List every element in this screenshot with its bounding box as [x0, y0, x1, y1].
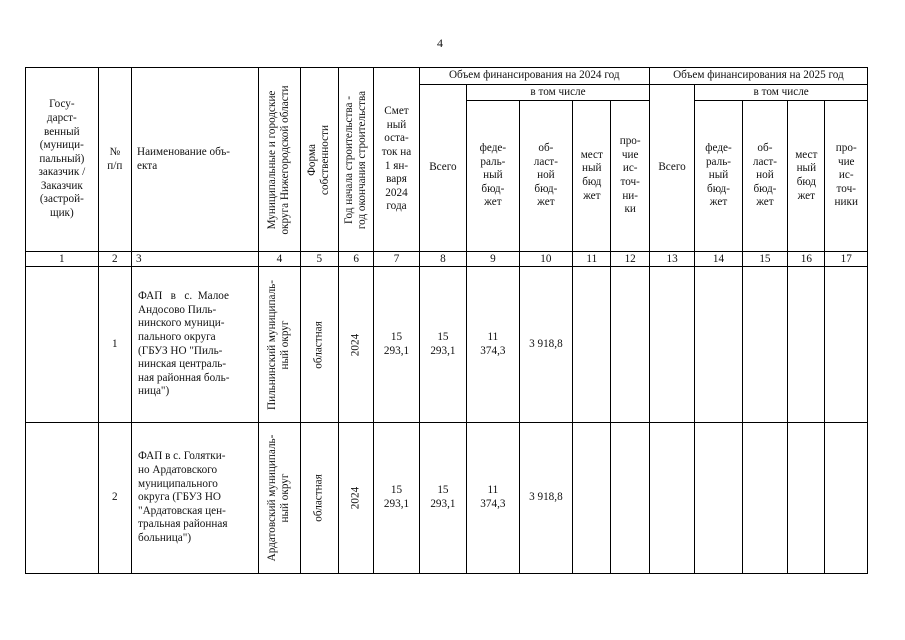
column-number: 1 [26, 252, 99, 267]
header-local-2025: мест ный бюд жет [788, 101, 825, 252]
cell-federal-2025 [695, 423, 742, 574]
header-regional-2024: об- ласт- ной бюд- жет [519, 101, 573, 252]
header-fin-2025: Объем финансирования на 2025 год [649, 68, 867, 85]
cell-estimate: 15 293,1 [374, 267, 419, 423]
page-number: 4 [437, 36, 443, 50]
column-number: 2 [98, 252, 131, 267]
cell-other-2025 [825, 423, 868, 574]
cell-other-2025 [825, 267, 868, 423]
cell-regional-2025 [742, 267, 787, 423]
column-number: 5 [300, 252, 338, 267]
cell-local-2025 [788, 267, 825, 423]
cell-object-name: ФАП в с. Малое Андосово Пиль- нинского муници- пального округа (ГБУЗ НО "Пиль- нинская централь- ная районная боль- ница") [132, 267, 259, 423]
column-number: 8 [419, 252, 466, 267]
cell-ownership: областная [300, 267, 338, 423]
header-other-2025: про- чие ис- точ- ники [825, 101, 868, 252]
cell-federal-2024: 11 374,3 [467, 267, 519, 423]
cell-total-2024: 15 293,1 [419, 267, 466, 423]
header-ownership: Форма собственности [300, 68, 338, 252]
cell-local-2025 [788, 423, 825, 574]
header-other-2024: про- чие ис- точ- ни- ки [611, 101, 649, 252]
cell-total-2025 [649, 423, 694, 574]
column-number: 15 [742, 252, 787, 267]
header-object-name: Наименование объ- екта [132, 68, 259, 252]
cell-ownership: областная [300, 423, 338, 574]
header-regional-2025: об- ласт- ной бюд- жет [742, 101, 787, 252]
cell-customer [26, 267, 99, 423]
header-row-1 [26, 68, 868, 85]
cell-federal-2024: 11 374,3 [467, 423, 519, 574]
cell-years: 2024 [338, 423, 373, 574]
cell-num: 2 [98, 423, 131, 574]
cell-estimate: 15 293,1 [374, 423, 419, 574]
header-federal-2024: феде- раль- ный бюд- жет [467, 101, 519, 252]
column-number: 3 [132, 252, 259, 267]
cell-federal-2025 [695, 267, 742, 423]
header-including-2024: в том числе [467, 85, 650, 101]
cell-other-2024 [611, 423, 649, 574]
header-federal-2025: феде- раль- ный бюд- жет [695, 101, 742, 252]
header-estimate: Смет ный остa- ток на 1 ян- варя 2024 года [374, 68, 419, 252]
header-including-2025: в том числе [695, 85, 868, 101]
column-number: 14 [695, 252, 742, 267]
column-number: 7 [374, 252, 419, 267]
header-local-2024: мест ный бюд жет [573, 101, 611, 252]
header-customer: Госу- дарст- венный (муници- пальный) заказчик / Заказчик (застрой- щик) [26, 68, 99, 252]
cell-other-2024 [611, 267, 649, 423]
header-num: № п/п [98, 68, 131, 252]
cell-regional-2025 [742, 423, 787, 574]
header-municipality: Муниципальные и городские округа Нижегородской области [259, 68, 300, 252]
cell-municipality: Пильнинский муниципаль- ный округ [259, 267, 300, 423]
financing-table [25, 67, 868, 574]
column-number: 12 [611, 252, 649, 267]
column-number: 6 [338, 252, 373, 267]
header-years: Год начала строительства - год окончания строительства [338, 68, 373, 252]
column-number: 16 [788, 252, 825, 267]
header-total-2024: Всего [419, 85, 466, 252]
cell-municipality: Ардатовский муниципаль- ный округ [259, 423, 300, 574]
column-number: 4 [259, 252, 300, 267]
cell-customer [26, 423, 99, 574]
header-total-2025: Всего [649, 85, 694, 252]
table-row [26, 423, 868, 574]
column-number: 17 [825, 252, 868, 267]
cell-years: 2024 [338, 267, 373, 423]
cell-regional-2024: 3 918,8 [519, 267, 573, 423]
table-row [26, 267, 868, 423]
column-number: 10 [519, 252, 573, 267]
cell-num: 1 [98, 267, 131, 423]
header-fin-2024: Объем финансирования на 2024 год [419, 68, 649, 85]
cell-object-name: ФАП в с. Голятки- но Ардатовского муниципального округа (ГБУЗ НО "Ардатовская цен- тральная районная больница") [132, 423, 259, 574]
cell-regional-2024: 3 918,8 [519, 423, 573, 574]
column-number: 9 [467, 252, 519, 267]
column-number: 11 [573, 252, 611, 267]
cell-local-2024 [573, 267, 611, 423]
cell-local-2024 [573, 423, 611, 574]
cell-total-2024: 15 293,1 [419, 423, 466, 574]
column-number: 13 [649, 252, 694, 267]
cell-total-2025 [649, 267, 694, 423]
column-number-row [26, 252, 868, 267]
